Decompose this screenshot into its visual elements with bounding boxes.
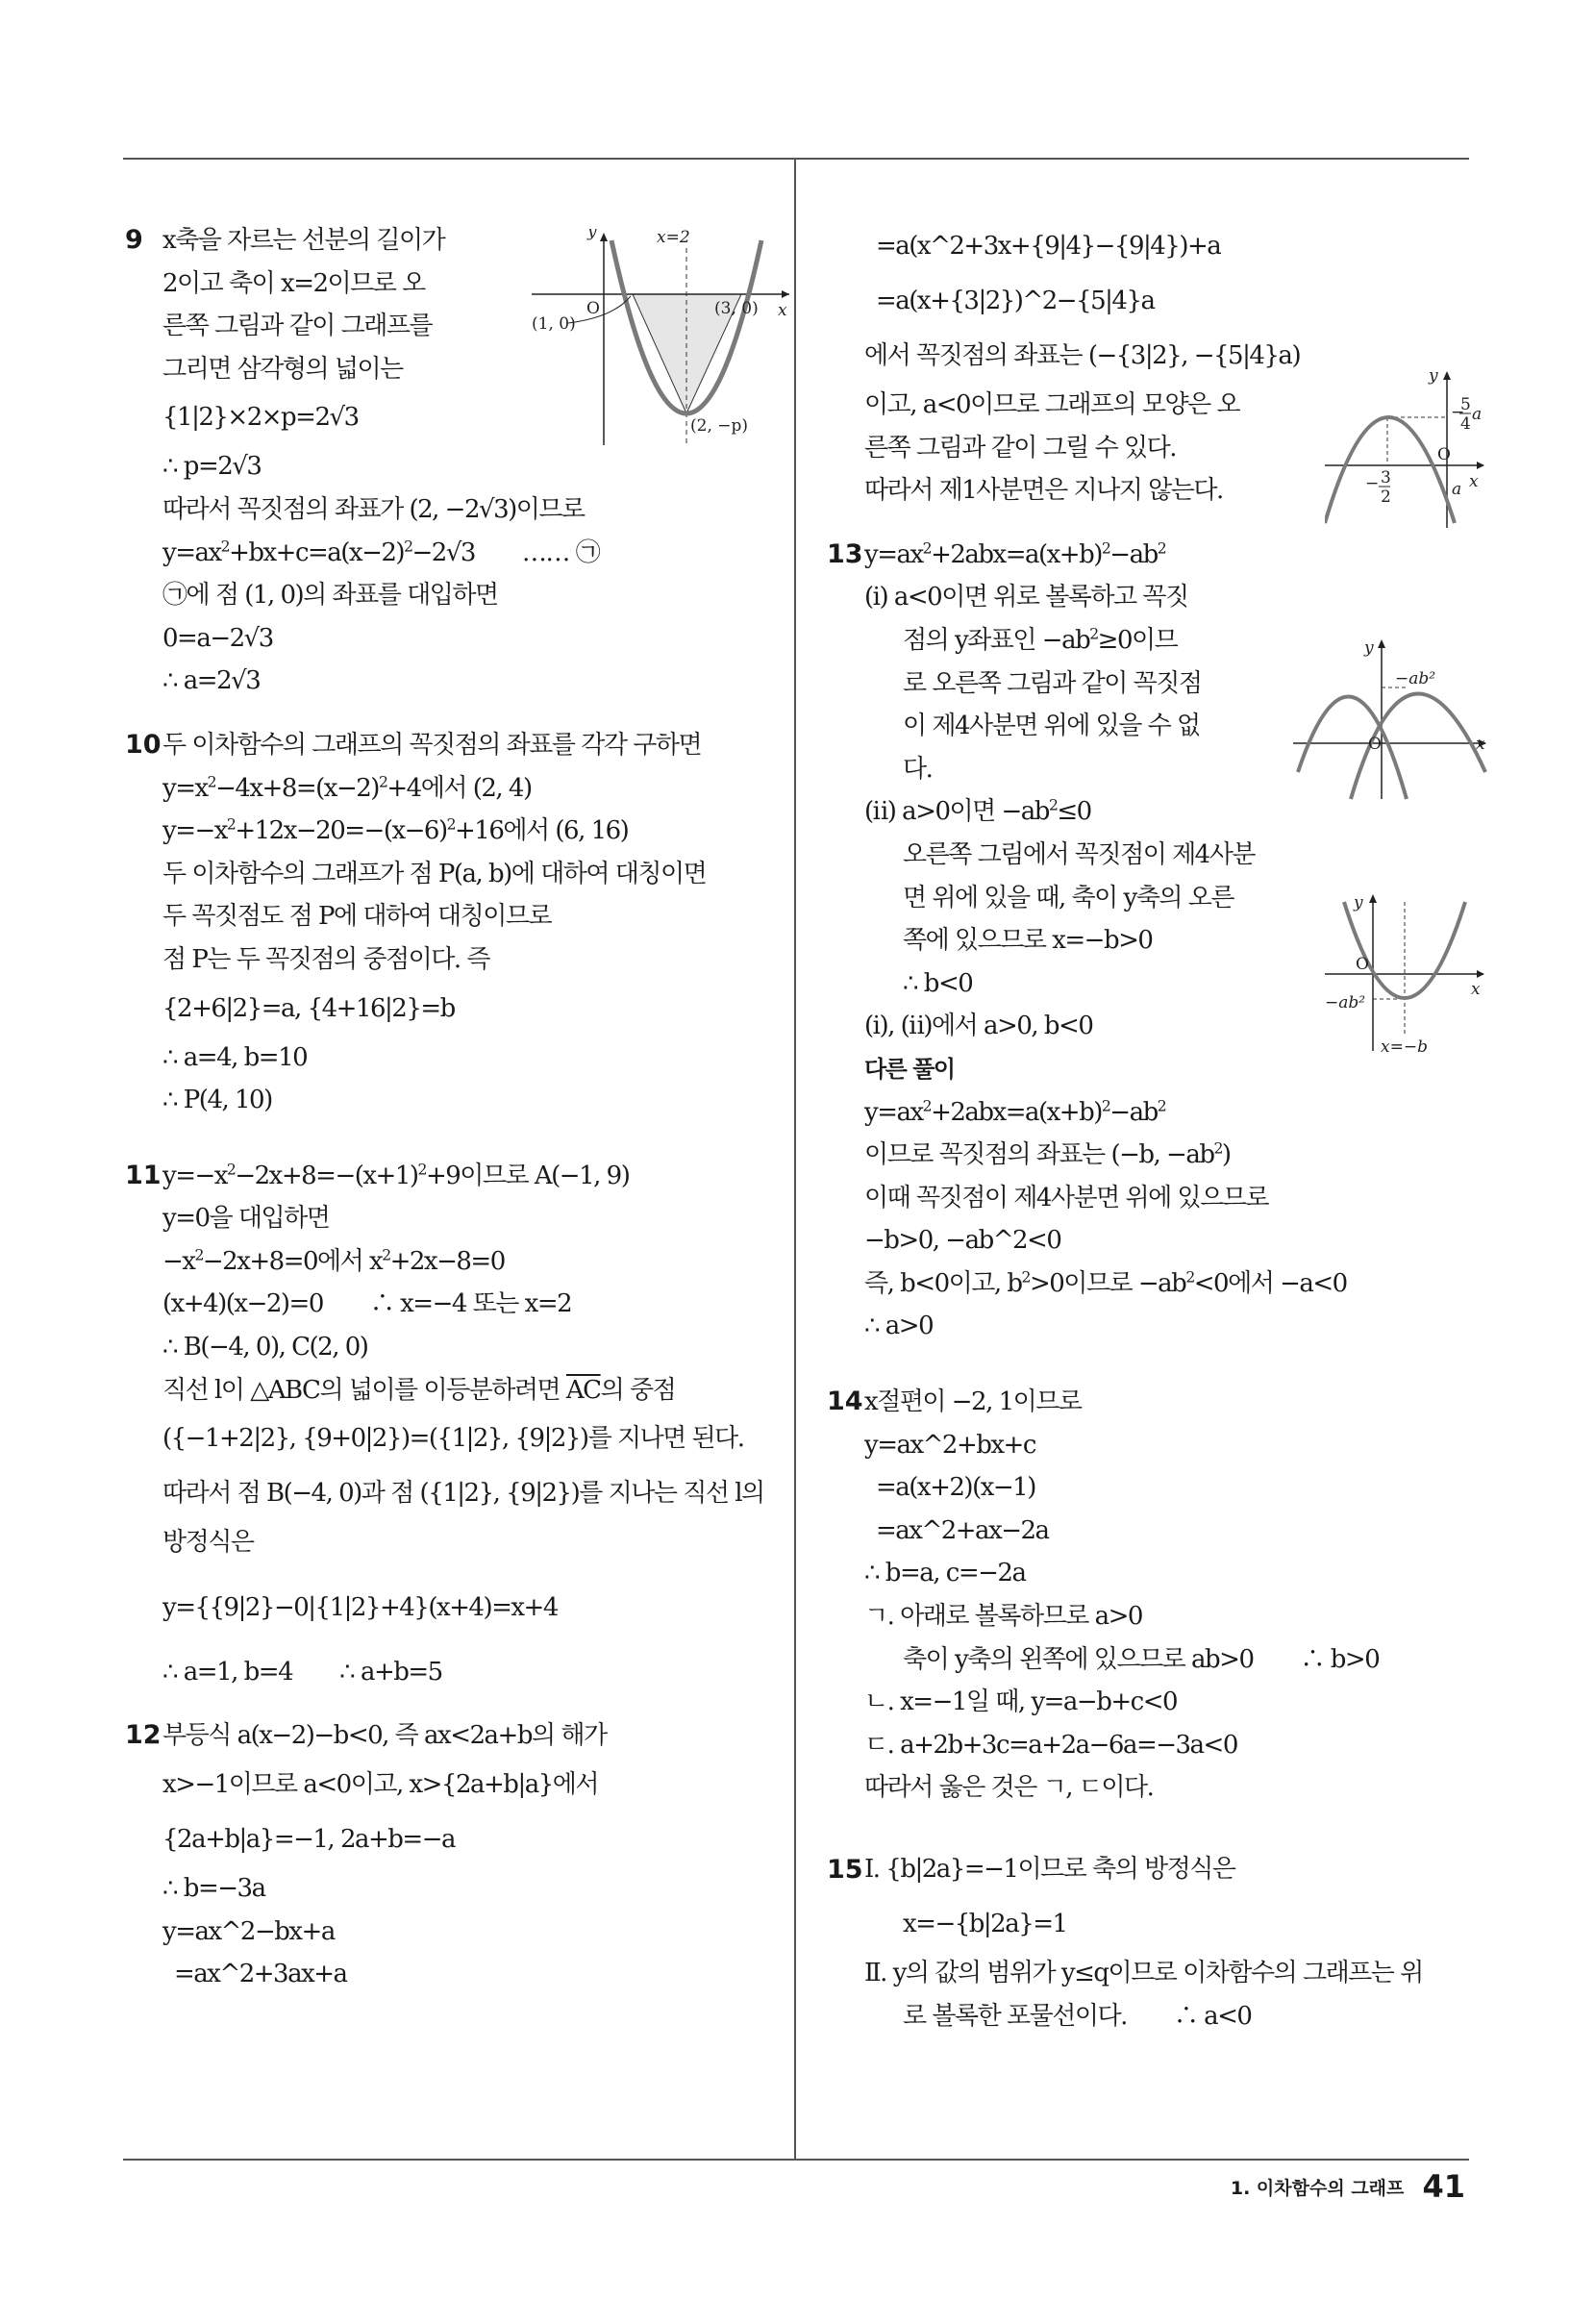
solution-line	[125, 532, 779, 575]
exponent: 2	[1157, 1096, 1166, 1114]
line-text: ㄷ. a+2b+3c=a+2a−6a=−3a<0	[864, 1730, 1237, 1760]
exponent: 2	[922, 1096, 932, 1114]
x-axis-label: x	[1471, 980, 1481, 999]
problem-number: 11	[125, 1160, 162, 1190]
solution-line	[125, 1911, 779, 1954]
solution-line	[125, 895, 779, 938]
solution-line	[125, 1326, 779, 1369]
solution-line	[125, 1240, 779, 1284]
problem-number: 9	[125, 225, 143, 255]
solution-line	[125, 1037, 779, 1080]
solution-line	[125, 938, 779, 982]
solution-line	[827, 274, 1481, 329]
left-column	[125, 219, 779, 1996]
line-text: =a(x^2+3x+{9|4}−{9|4})+a	[876, 232, 1221, 261]
chapter-title: 1. 이차함수의 그래프	[1230, 2177, 1405, 2199]
solution-line	[827, 1262, 1481, 1306]
solution-line	[125, 660, 779, 703]
line-text: −b>0, −ab^2<0	[864, 1226, 1061, 1256]
solution-line	[125, 810, 779, 853]
solution-line	[827, 1638, 1481, 1682]
solution-line	[125, 1369, 779, 1412]
line-text: 0=a−2√3	[162, 623, 273, 653]
exponent: 2	[226, 1161, 236, 1179]
line-text: 부등식 a(x−2)−b<0, 즉 ax<2a+b의 해가	[162, 1721, 607, 1751]
y-axis-label: y	[1354, 893, 1363, 912]
solution-line	[827, 1381, 1481, 1424]
line-text: ({−1+2|2}, {9+0|2})=({1|2}, {9|2})를 지나면 된다.	[162, 1424, 744, 1454]
exponent: 2	[226, 815, 236, 834]
solution-line	[125, 1953, 779, 1996]
line-text: ∴ b=−3a	[162, 1874, 265, 1904]
origin-label: O	[1437, 445, 1451, 464]
line-text: $y=-x^2-2x+8=-(x+1)^2+9$이므로 A(−1, 9)	[162, 1161, 630, 1190]
point-label-3-0: (3, 0)	[714, 299, 759, 318]
solution-line	[827, 1595, 1481, 1638]
graph-problem-13-case-2	[1325, 892, 1488, 1056]
line-text: 점의 y좌표인 $-ab^2\ge 0$이므	[903, 625, 1178, 655]
vertex-y-label: −ab²	[1325, 993, 1366, 1012]
exponent: 2	[1048, 796, 1058, 814]
line-text: ∴ P(4, 10)	[162, 1086, 272, 1115]
vertex-label: (2, −p)	[690, 416, 749, 436]
vertex-x-numerator: 3	[1381, 468, 1391, 487]
vertex-y-sign: −	[1451, 403, 1465, 422]
exponent: 2	[1185, 1268, 1194, 1287]
spacer	[125, 1693, 779, 1714]
line-text: 점 P는 두 꼭짓점의 중점이다. 즉	[162, 944, 489, 974]
line-text: $y=x^2-4x+8=(x-2)^2+4$에서 (2, 4)	[162, 772, 532, 803]
line-text: (ⅱ) a>0이면 $-ab^2\le 0$	[864, 796, 1091, 827]
line-text: 축이 y축의 왼쪽에 있으므로 ab>0 ∴ b>0	[903, 1644, 1380, 1674]
solution-line	[827, 1724, 1481, 1767]
exponent: 2	[1021, 1268, 1030, 1287]
solution-line	[125, 1521, 779, 1564]
graph-problem-13-case-1	[1293, 637, 1490, 801]
solution-line	[827, 1995, 1481, 2038]
line-text: $y=ax^2+2abx=a(x+b)^2-ab^2$	[864, 1096, 1166, 1127]
line-text: 른쪽 그림과 같이 그래프를	[162, 312, 433, 341]
line-text: ∴ a=2√3	[162, 666, 261, 696]
problem-number: 14	[827, 1387, 863, 1417]
line-text: x절편이 −2, 1이므로	[864, 1387, 1082, 1417]
line-text: x=−{b|2a}=1	[903, 1910, 1067, 1938]
exponent: 2	[1157, 539, 1166, 558]
solution-line	[827, 834, 1481, 877]
solution-line	[827, 1681, 1481, 1724]
line-text: 오른쪽 그림에서 꼭짓점이 제4사분	[903, 839, 1255, 869]
solution-line	[827, 1219, 1481, 1262]
solution-line	[827, 1177, 1481, 1220]
line-text: ㄱ. 아래로 볼록하므로 a>0	[864, 1602, 1142, 1632]
solution-line	[827, 1510, 1481, 1553]
line-text: $y=-x^2+12x-20=-(x-6)^2+16$에서 (6, 16)	[162, 815, 629, 846]
bottom-rule	[123, 2159, 1469, 2161]
x-axis-label: x	[1469, 472, 1479, 491]
line-text: ㉠에 점 (1, 0)의 좌표를 대입하면	[162, 581, 498, 611]
line-text: 그리면 삼각형의 넓이는	[162, 354, 403, 384]
solution-line	[125, 1714, 779, 1758]
solution-line	[827, 1091, 1481, 1135]
line-text: 두 이차함수의 그래프가 점 P(a, b)에 대하여 대칭이면	[162, 859, 707, 888]
y-intercept-label: a	[1452, 480, 1462, 499]
vertex-y-numerator: 5	[1460, 395, 1471, 414]
line-text: 다.	[903, 754, 933, 784]
line-text: ∴ B(−4, 0), C(2, 0)	[162, 1333, 368, 1362]
line-text: 방정식은	[162, 1528, 254, 1558]
graph-problem-9	[532, 229, 793, 448]
graph-problem-12	[1325, 369, 1488, 531]
solution-line	[125, 853, 779, 896]
solution-line	[125, 1412, 779, 1466]
line-text: y=ax^2+bx+c	[864, 1430, 1035, 1460]
line-text: 다른 풀이	[864, 1055, 955, 1083]
line-text: 이므로 꼭짓점의 좌표는 (−b, $-ab^2$)	[864, 1139, 1231, 1170]
solution-line	[125, 767, 779, 811]
exponent: 2	[378, 772, 387, 790]
solution-line	[827, 1424, 1481, 1467]
solution-line	[125, 1651, 779, 1694]
solution-line	[125, 1155, 779, 1198]
solution-line	[125, 488, 779, 532]
axis-label: x=2	[657, 229, 690, 247]
line-text: 면 위에 있을 때, 축이 y축의 오른	[903, 883, 1234, 912]
vertex-x-denominator: 2	[1381, 487, 1391, 507]
exponent: 2	[922, 539, 932, 558]
solution-line	[827, 576, 1481, 619]
solution-line	[827, 219, 1481, 274]
top-rule	[123, 158, 1469, 160]
solution-line	[125, 574, 779, 617]
solution-line	[125, 1564, 779, 1651]
line-text: =a(x+{3|2})^2−{5|4}a	[876, 287, 1155, 315]
line-text: ㄴ. x=−1일 때, y=a−b+c<0	[864, 1687, 1178, 1717]
line-text: 두 꼭짓점도 점 P에 대하여 대칭이므로	[162, 902, 552, 932]
problem-number: 13	[827, 538, 863, 569]
page-footer	[1231, 2168, 1465, 2205]
line-text: ∴ b=a, c=−2a	[864, 1559, 1026, 1588]
y-axis-label: y	[1364, 638, 1374, 658]
line-text: ∴ a=4, b=10	[162, 1042, 308, 1072]
line-text: 2이고 축이 x=2이므로 오	[162, 268, 425, 298]
line-text: 른쪽 그림과 같이 그릴 수 있다.	[864, 433, 1176, 462]
segment-overline: $\overline{AC}$	[565, 1375, 601, 1405]
solution-line	[125, 1812, 779, 1867]
problem-number: 10	[125, 729, 162, 760]
exponent: 2	[1101, 539, 1110, 558]
line-text: (ⅰ), (ⅱ)에서 a>0, b<0	[864, 1012, 1093, 1041]
line-text: x>−1이므로 a<0이고, x>{2a+b|a}에서	[162, 1770, 598, 1800]
line-text: $y=ax^2+2abx=a(x+b)^2-ab^2$	[864, 539, 1166, 569]
line-text: 두 이차함수의 그래프의 꼭짓점의 좌표를 각각 구하면	[162, 730, 702, 760]
line-text: Ⅰ. {b|2a}=−1이므로 축의 방정식은	[864, 1855, 1235, 1884]
exponent: 2	[1213, 1139, 1222, 1158]
line-text: 따라서 제1사분면은 지나지 않는다.	[864, 476, 1223, 506]
exponent: 2	[446, 815, 456, 834]
line-text: 이 제4사분면 위에 있을 수 없	[903, 712, 1200, 741]
axis-label: x=−b	[1381, 1037, 1428, 1056]
solution-line	[827, 1466, 1481, 1510]
line-text: {2a+b|a}=−1, 2a+b=−a	[162, 1825, 456, 1855]
origin-label: O	[1368, 735, 1382, 754]
line-text: ∴ a=1, b=4 ∴ a+b=5	[162, 1657, 442, 1687]
solution-line	[125, 982, 779, 1037]
solution-line	[827, 1134, 1481, 1177]
exponent: 2	[1089, 625, 1098, 643]
origin-label: O	[1356, 955, 1369, 974]
spacer	[125, 1122, 779, 1155]
solution-line	[827, 534, 1481, 577]
page-number: 41	[1422, 2168, 1465, 2205]
solution-line	[827, 1842, 1481, 1897]
exponent: 2	[220, 537, 230, 555]
vertex-y-label: −ab²	[1395, 669, 1436, 688]
problem-number: 12	[125, 1720, 162, 1751]
line-text: (ⅰ) a<0이면 위로 볼록하고 꼭짓	[864, 583, 1188, 612]
spacer	[827, 1348, 1481, 1381]
line-text: 따라서 점 B(−4, 0)과 점 ({1|2}, {9|2})를 지나는 직선 l의	[162, 1479, 764, 1509]
vertex-y-denominator: 4	[1460, 414, 1471, 434]
line-text: $y=ax^2+bx+c=a(x-2)^2-2√3$ …… ㉠	[162, 537, 600, 567]
line-text: ∴ p=2√3	[162, 452, 262, 482]
line-text: 이고, a<0이므로 그래프의 모양은 오	[864, 390, 1240, 419]
solution-line	[125, 724, 779, 767]
line-text: (x+4)(x−2)=0 ∴ x=−4 또는 x=2	[162, 1289, 572, 1319]
line-text: 이때 꼭짓점이 제4사분면 위에 있으므로	[864, 1183, 1268, 1212]
solution-line	[827, 1552, 1481, 1595]
line-text: 즉, b<0이고, $b^2>0$이므로 $-ab^2<0$에서 −a<0	[864, 1268, 1347, 1298]
spacer	[125, 703, 779, 724]
line-text: 에서 꼭짓점의 좌표는 (−{3|2}, −{5|4}a)	[864, 341, 1301, 370]
solution-line	[125, 445, 779, 488]
solution-line	[827, 1952, 1481, 1995]
problem-number: 15	[827, 1855, 863, 1885]
line-text: 로 볼록한 포물선이다. ∴ a<0	[903, 2001, 1252, 2031]
exponent: 2	[207, 772, 216, 790]
x-axis-label: x	[778, 301, 787, 320]
exponent: 2	[404, 537, 412, 555]
y-axis-label: y	[587, 229, 597, 241]
solution-line	[125, 1758, 779, 1812]
solution-line	[125, 1283, 779, 1326]
line-text: x축을 자르는 선분의 길이가	[162, 226, 445, 255]
line-text: y=ax^2−bx+a	[162, 1916, 335, 1946]
exponent: 2	[382, 1246, 390, 1264]
line-text: ∴ a>0	[864, 1312, 934, 1341]
vertex-y-variable: a	[1472, 405, 1483, 424]
line-text: 로 오른쪽 그림과 같이 꼭짓점	[903, 668, 1202, 698]
line-text: {2+6|2}=a, {4+16|2}=b	[162, 993, 455, 1023]
line-text: =a(x+2)(x−1)	[876, 1473, 1035, 1503]
line-text: {1|2}×2×p=2√3	[162, 403, 359, 433]
line-text: =ax^2+ax−2a	[876, 1515, 1049, 1545]
solution-line	[125, 1079, 779, 1122]
line-text: ∴ b<0	[903, 968, 973, 998]
line-text: y=0을 대입하면	[162, 1204, 330, 1234]
solution-line	[125, 1197, 779, 1240]
solution-line	[125, 1466, 779, 1521]
line-text: $-x^2-2x+8=0$에서 $x^2+2x-8=0$	[162, 1246, 505, 1276]
line-text: =ax^2+3ax+a	[174, 1960, 347, 1989]
line-text: 쪽에 있으므로 x=−b>0	[903, 926, 1153, 956]
line-text: Ⅱ. y의 값의 범위가 y≤q이므로 이차함수의 그래프는 위	[864, 1959, 1423, 1987]
vertex-x-sign: −	[1365, 474, 1380, 493]
solution-line	[827, 1305, 1481, 1348]
line-text: 따라서 옳은 것은 ㄱ, ㄷ이다.	[864, 1773, 1154, 1803]
x-axis-label: x	[1476, 735, 1485, 754]
line-text: 따라서 꼭짓점의 좌표가 (2, −2√3)이므로	[162, 494, 585, 524]
line-text: 직선 l이 △ABC의 넓이를 이등분하려면 $\overline{AC}$의 중점	[162, 1375, 676, 1405]
solution-line	[125, 617, 779, 661]
origin-label: O	[586, 299, 600, 318]
column-divider	[794, 158, 796, 2160]
line-text: y={{9|2}−0|{1|2}+4}(x+4)=x+4	[162, 1592, 558, 1622]
exponent: 2	[194, 1246, 203, 1264]
exponent: 2	[417, 1161, 426, 1179]
solution-line	[827, 1897, 1481, 1952]
solution-line	[827, 1766, 1481, 1810]
point-label-1-0: (1, 0)	[532, 314, 576, 334]
exponent: 2	[1101, 1096, 1110, 1114]
spacer	[827, 1810, 1481, 1842]
solution-line	[125, 1867, 779, 1911]
y-axis-label: y	[1429, 369, 1438, 386]
